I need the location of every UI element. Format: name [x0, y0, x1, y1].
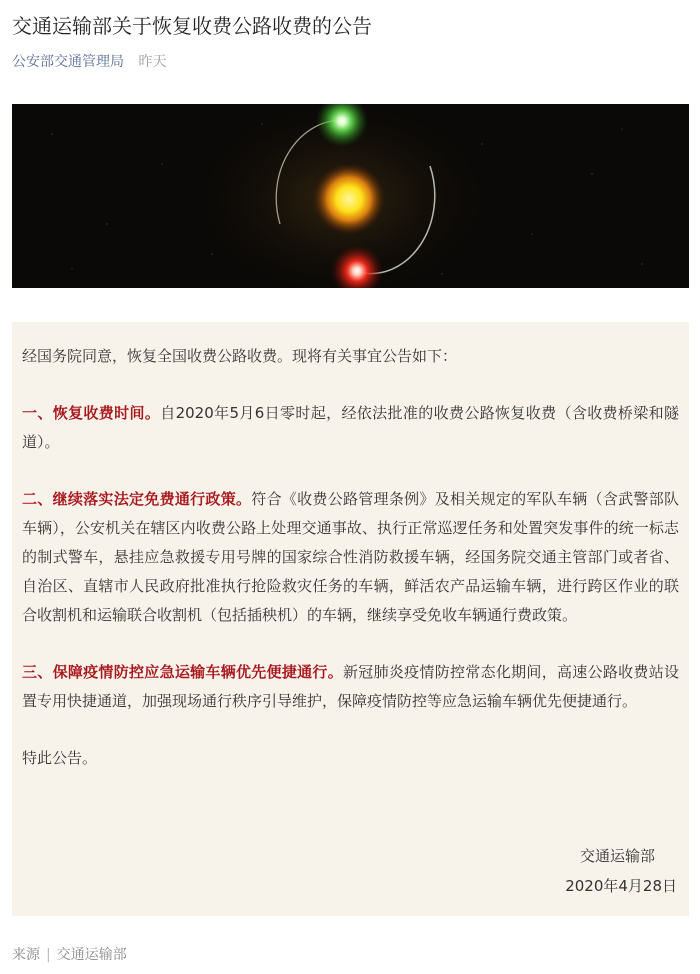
section-3-heading: 三、保障疫情防控应急运输车辆优先便捷通行。: [22, 663, 343, 681]
section-1-body: 自2020年5月6日零时起，经依法批准的收费公路恢复收费（含收费桥梁和隧道）。: [22, 404, 679, 451]
article-title: 交通运输部关于恢复收费公路收费的公告: [12, 14, 372, 38]
section-3-body: 新冠肺炎疫情防控常态化期间，高速公路收费站设置专用快捷通道，加强现场通行秩序引导维护，保障疫情防控等应急运输车辆优先便捷通行。: [22, 663, 679, 710]
notice-body: [12, 322, 689, 916]
footer-separator: |: [46, 947, 51, 963]
notice-closing: 特此公告。: [22, 749, 98, 767]
account-name-link[interactable]: 公安部交通管理局: [12, 54, 124, 70]
footer-label: 来源: [12, 947, 40, 963]
section-2-body: 符合《收费公路管理条例》及相关规定的军队车辆（含武警部队车辆），公安机关在辖区内收费公路上处理交通事故、执行正常巡逻任务和处置突发事件的统一标志的制式警车，悬挂应急救援专用号牌的国家综合性消防救援车辆，经国务院交通主管部门或者省、自治区、直辖市人民政府批准执行抢险救灾任务的车辆，鲜活农产品运输车辆，进行跨区作业的联合收割机和运输联合收割机（包括插秧机）的车辆，继续享受免收车辆通行费政策。: [22, 490, 679, 624]
traffic-light-icon: [12, 104, 689, 288]
banner-image: [12, 104, 689, 288]
notice-section-3: [22, 658, 679, 716]
notice-intro: 经国务院同意，恢复全国收费公路收费。现将有关事宜公告如下：: [22, 347, 458, 365]
source-footer: [12, 944, 127, 966]
section-1-heading: 一、恢复收费时间。: [22, 404, 161, 422]
notice-section-2: [22, 485, 679, 630]
footer-source: 交通运输部: [56, 947, 127, 963]
section-2-heading: 二、继续落实法定免费通行政策。: [22, 490, 252, 508]
notice-date: 2020年4月28日: [565, 877, 677, 895]
notice-signature: 交通运输部: [579, 847, 655, 865]
publish-time: 昨天: [138, 54, 167, 70]
article-meta: [12, 52, 166, 72]
notice-section-1: [22, 399, 679, 457]
